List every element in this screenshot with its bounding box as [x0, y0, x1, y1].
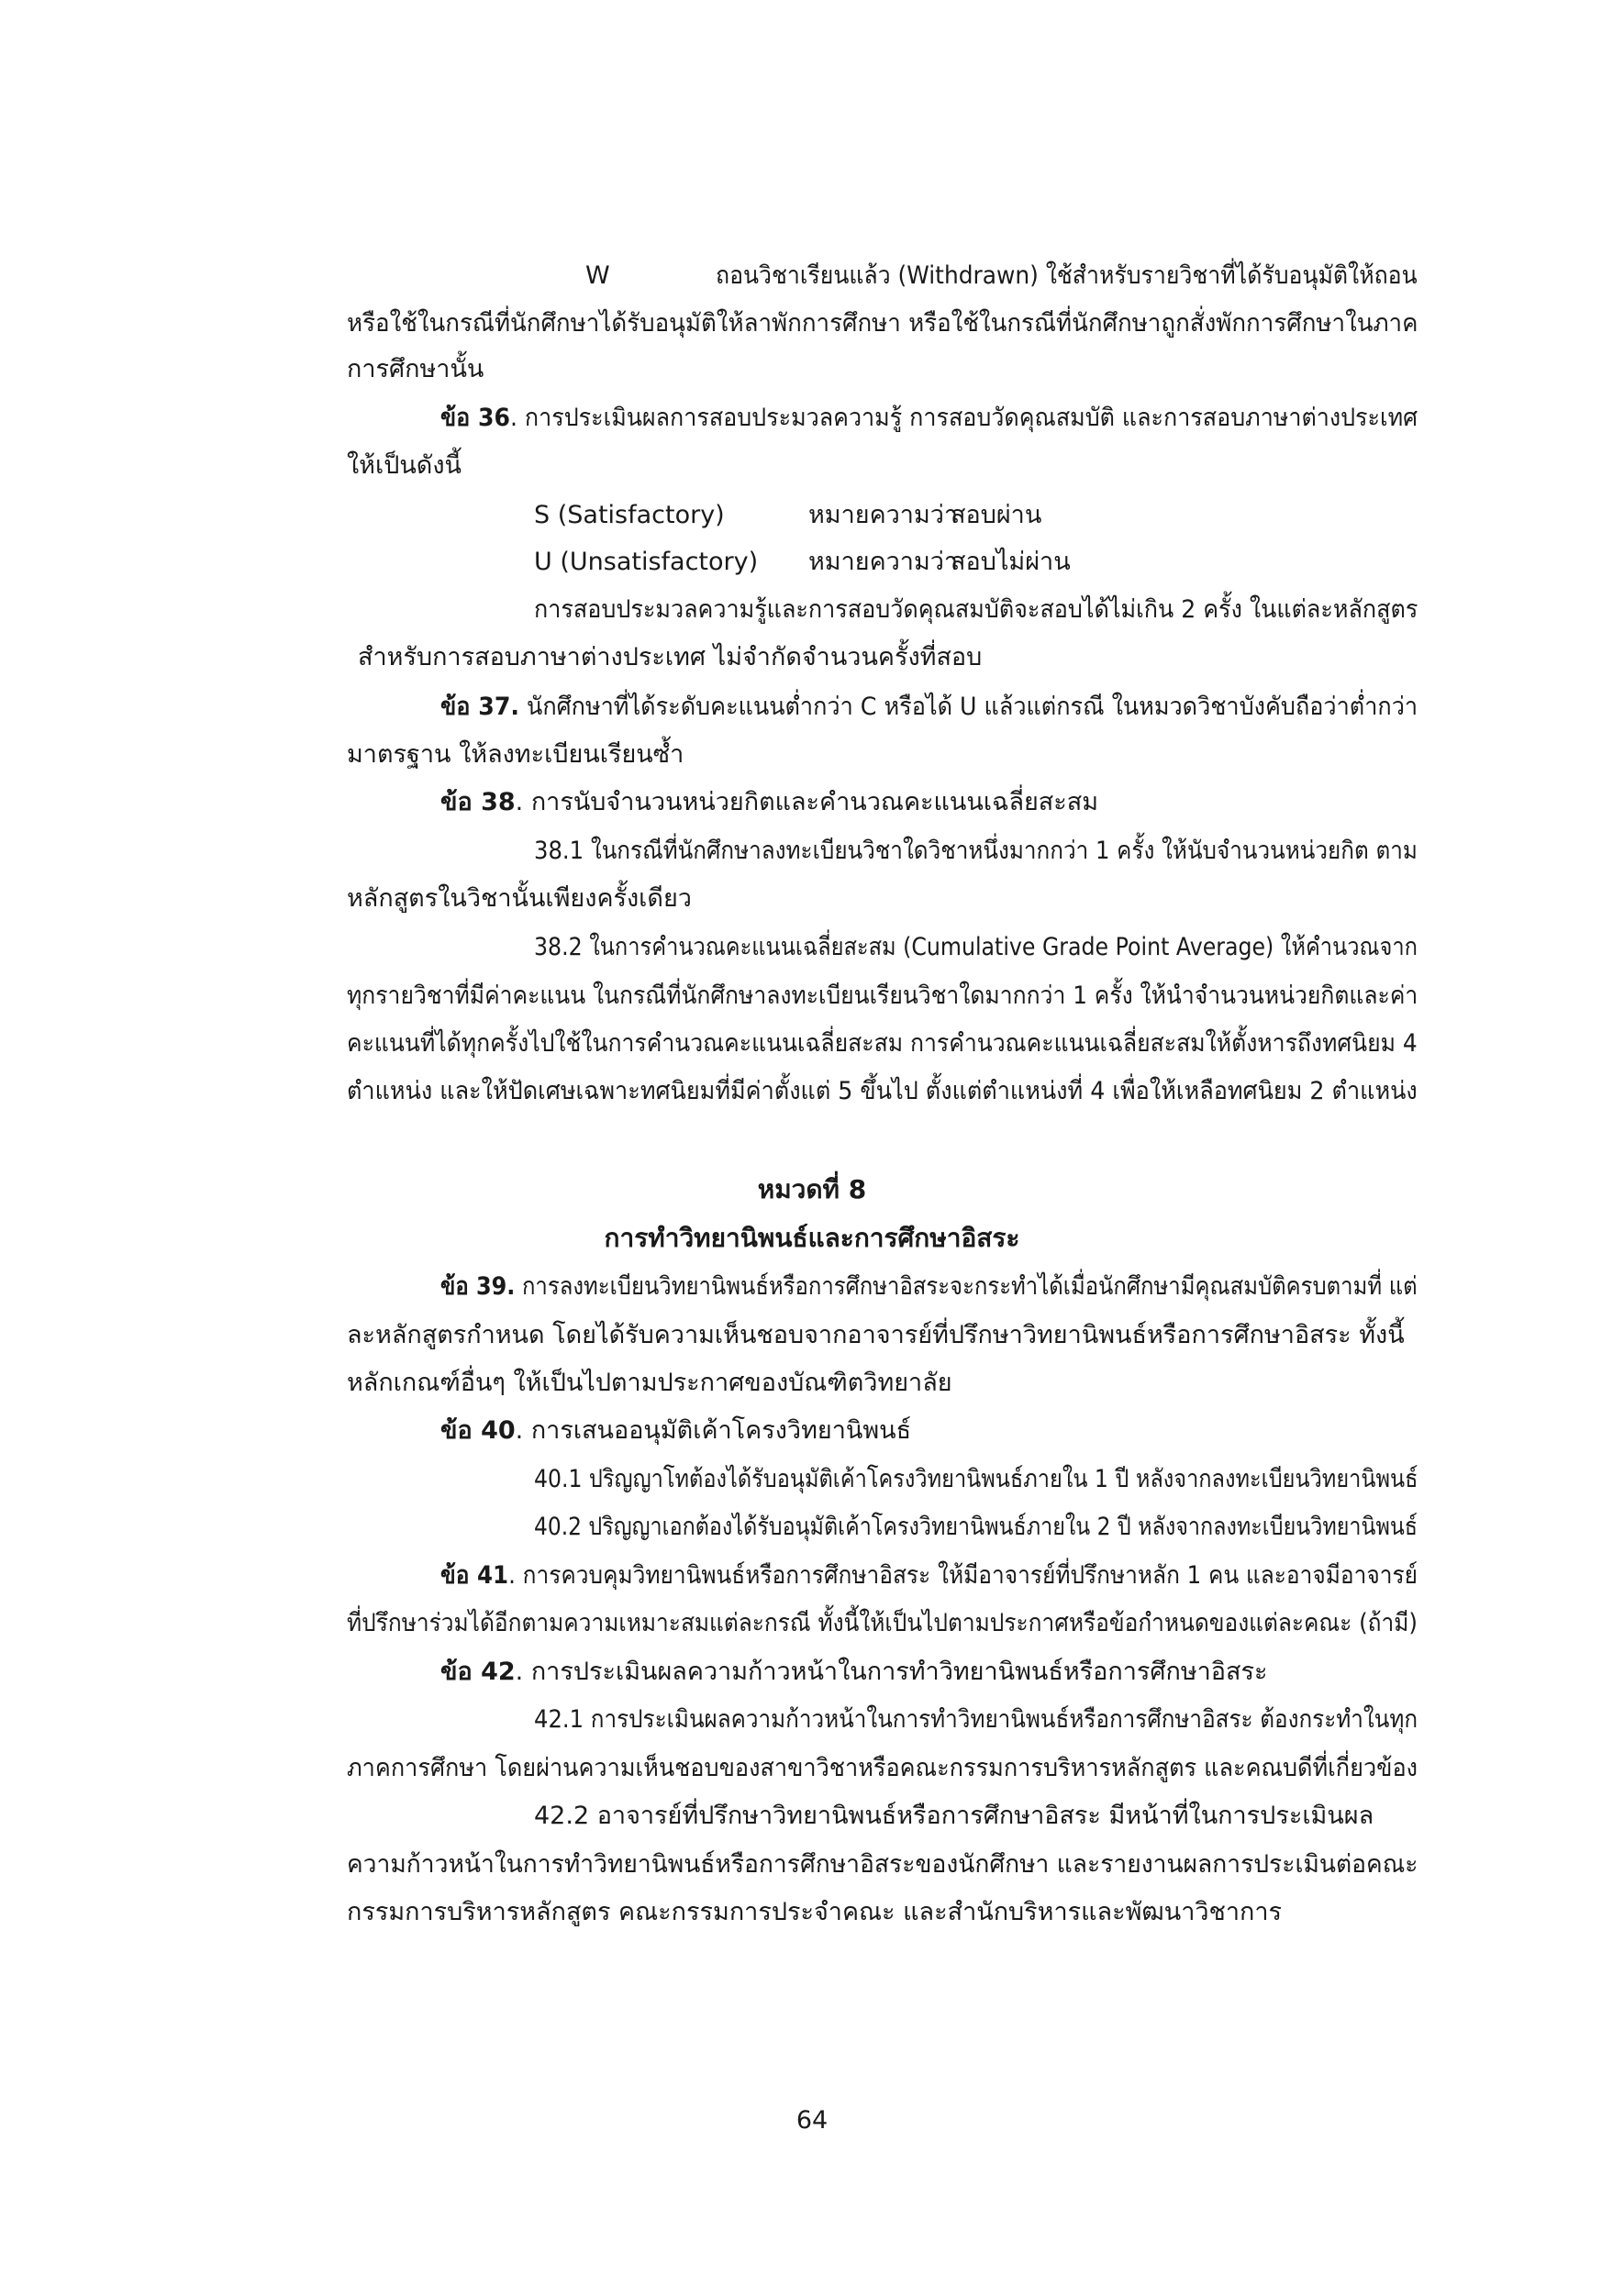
article-40-paragraph: [440, 1413, 911, 1449]
article-40-1: 40.1 ปริญญาโทต้องได้รับอนุมัติเค้าโครงวิทยานิพนธ์ภายใน 1 ปี หลังจากลงทะเบียนวิทยานิพนธ์: [534, 1465, 1418, 1493]
article-37-line2: มาตรฐาน ให้ลงทะเบียนเรียนซ้ำ: [347, 740, 684, 769]
article-38-2-line4: ตำแหน่ง และให้ปัดเศษเฉพาะทศนิยมที่มีค่าตั้งแต่ 5 ขึ้นไป ตั้งแต่ตำแหน่งที่ 4 เพื่อให้เหลือทศนิยม 2 ตำแหน่ง: [347, 1077, 1418, 1105]
article-39-text: การลงทะเบียนวิทยานิพนธ์หรือการศึกษาอิสระจะกระทำได้เมื่อนักศึกษามีคุณสมบัติครบตามที่ แต่: [515, 1272, 1418, 1301]
article-40-text: . การเสนออนุมัติเค้าโครงวิทยานิพนธ์: [515, 1416, 912, 1445]
article-38-2-line1: 38.2 ในการคำนวณคะแนนเฉลี่ยสะสม (Cumulative Grade Point Average) ให้คำนวณจาก: [534, 933, 1418, 961]
article-37-text: นักศึกษาที่ได้ระดับคะแนนต่ำกว่า C หรือได้ U แล้วแต่กรณี ในหมวดวิชาบังคับถือว่าต่ำกว่า: [519, 693, 1418, 721]
result-u-row: [534, 544, 758, 581]
article-41-line2: ที่ปรึกษาร่วมได้อีกตามความเหมาะสมแต่ละกรณี ทั้งนี้ให้เป็นไปตามประกาศหรือข้อกำหนดของแต่ละคณะ (ถ้ามี): [347, 1609, 1418, 1637]
result-s-result: สอบผ่าน: [951, 501, 1042, 529]
article-36-note-line2: สำหรับการสอบภาษาต่างประเทศ ไม่จำกัดจำนวนครั้งที่สอบ: [358, 643, 983, 671]
article-38-label: ข้อ 38: [440, 788, 516, 816]
result-s-means: หมายความว่า: [808, 501, 959, 529]
article-41-text: . การควบคุมวิทยานิพนธ์หรือการศึกษาอิสระ ให้มีอาจารย์ที่ปรึกษาหลัก 1 คน และอาจมีอาจารย์: [508, 1561, 1418, 1590]
article-42-text: . การประเมินผลความก้าวหน้าในการทำวิทยานิพนธ์หรือการศึกษาอิสระ: [515, 1658, 1268, 1686]
article-38-1-line1: 38.1 ในกรณีที่นักศึกษาลงทะเบียนวิชาใดวิชาหนึ่งมากกว่า 1 ครั้ง ให้นับจำนวนหน่วยกิต ตาม: [534, 837, 1418, 865]
article-38-2-line3: คะแนนที่ได้ทุกครั้งไปใช้ในการคำนวณคะแนนเฉลี่ยสะสม การคำนวณคะแนนเฉลี่ยสะสมให้ตั้งหารถึงทศนิยม 4: [347, 1029, 1418, 1058]
article-42-paragraph: [440, 1654, 1268, 1691]
article-38-text: . การนับจำนวนหน่วยกิตและคำนวณคะแนนเฉลี่ยสะสม: [515, 788, 1099, 816]
article-39-line3: หลักเกณฑ์อื่นๆ ให้เป็นไปตามประกาศของบัณฑิตวิทยาลัย: [347, 1369, 952, 1397]
article-38-1-line2: หลักสูตรในวิชานั้นเพียงครั้งเดียว: [347, 884, 692, 913]
article-41-label: ข้อ 41: [440, 1561, 509, 1590]
article-42-1-line2: ภาคการศึกษา โดยผ่านความเห็นชอบของสาขาวิชาหรือคณะกรรมการบริหารหลักสูตร และคณบดีที่เกี่ยวข้อง: [347, 1754, 1418, 1782]
article-42-1-line1: 42.1 การประเมินผลความก้าวหน้าในการทำวิทยานิพนธ์หรือการศึกษาอิสระ ต้องกระทำในทุก: [534, 1705, 1418, 1734]
article-39-paragraph: [440, 1269, 1418, 1305]
article-42-2-line2: ความก้าวหน้าในการทำวิทยานิพนธ์หรือการศึกษาอิสระของนักศึกษา และรายงานผลการประเมินต่อคณะ: [347, 1850, 1418, 1879]
article-36-line2: ให้เป็นดังนี้: [347, 451, 462, 480]
grade-w-line3: การศึกษานั้น: [347, 355, 484, 383]
article-36-note-line1: การสอบประมวลความรู้และการสอบวัดคุณสมบัติจะสอบได้ไม่เกิน 2 ครั้ง ในแต่ละหลักสูตร: [534, 595, 1418, 624]
result-s-code: S: [534, 501, 551, 529]
article-41-paragraph: [440, 1558, 1418, 1594]
grade-code-w: W: [585, 261, 610, 290]
result-u-means: หมายความว่า: [808, 548, 959, 576]
result-u-result: สอบไม่ผ่าน: [951, 548, 1071, 576]
chapter-heading: หมวดที่ 8: [757, 1174, 867, 1204]
article-38-2-line2: ทุกรายวิชาที่มีค่าคะแนน ในกรณีที่นักศึกษาลงทะเบียนเรียนวิชาใดมากกว่า 1 ครั้ง ให้นำจำนวนหน่วยกิตและค่า: [347, 982, 1418, 1010]
article-37-paragraph: [440, 689, 1418, 726]
article-40-2: 40.2 ปริญญาเอกต้องได้รับอนุมัติเค้าโครงวิทยานิพนธ์ภายใน 2 ปี หลังจากลงทะเบียนวิทยานิพนธ์: [534, 1513, 1418, 1541]
grade-w-line2: หรือใช้ในกรณีที่นักศึกษาได้รับอนุมัติให้ลาพักการศึกษา หรือใช้ในกรณีที่นักศึกษาถูกสั่งพักการศึกษาในภาค: [347, 309, 1418, 338]
article-36-paragraph: [440, 400, 1418, 437]
article-39-line2: ละหลักสูตรกำหนด โดยได้รับความเห็นชอบจากอาจารย์ที่ปรึกษาวิทยานิพนธ์หรือการศึกษาอิสระ ทั้งนี้: [347, 1321, 1405, 1349]
result-u-term: (Unsatisfactory): [551, 548, 759, 576]
article-38-paragraph: [440, 784, 1098, 821]
page-number: 64: [795, 2106, 829, 2135]
article-42-2-line1: 42.2 อาจารย์ที่ปรึกษาวิทยานิพนธ์หรือการศึกษาอิสระ มีหน้าที่ในการประเมินผล: [534, 1802, 1374, 1830]
article-42-2-line3: กรรมการบริหารหลักสูตร คณะกรรมการประจำคณะ และสำนักบริหารและพัฒนาวิชาการ: [347, 1898, 1283, 1926]
article-36-text: . การประเมินผลการสอบประมวลความรู้ การสอบวัดคุณสมบัติ และการสอบภาษาต่างประเทศ: [509, 404, 1418, 432]
result-u-code: U: [534, 548, 552, 576]
result-s-row: [534, 497, 725, 534]
chapter-title: การทำวิทยานิพนธ์และการศึกษาอิสระ: [604, 1223, 1020, 1253]
article-39-label: ข้อ 39.: [440, 1272, 516, 1301]
article-37-label: ข้อ 37.: [440, 693, 520, 721]
result-s-term: (Satisfactory): [550, 501, 725, 529]
grade-w-description: ถอนวิชาเรียนแล้ว (Withdrawn) ใช้สำหรับรายวิชาที่ได้รับอนุมัติให้ถอน: [716, 261, 1418, 290]
article-42-label: ข้อ 42: [440, 1658, 516, 1686]
article-36-label: ข้อ 36: [440, 404, 510, 432]
article-40-label: ข้อ 40: [440, 1416, 516, 1445]
